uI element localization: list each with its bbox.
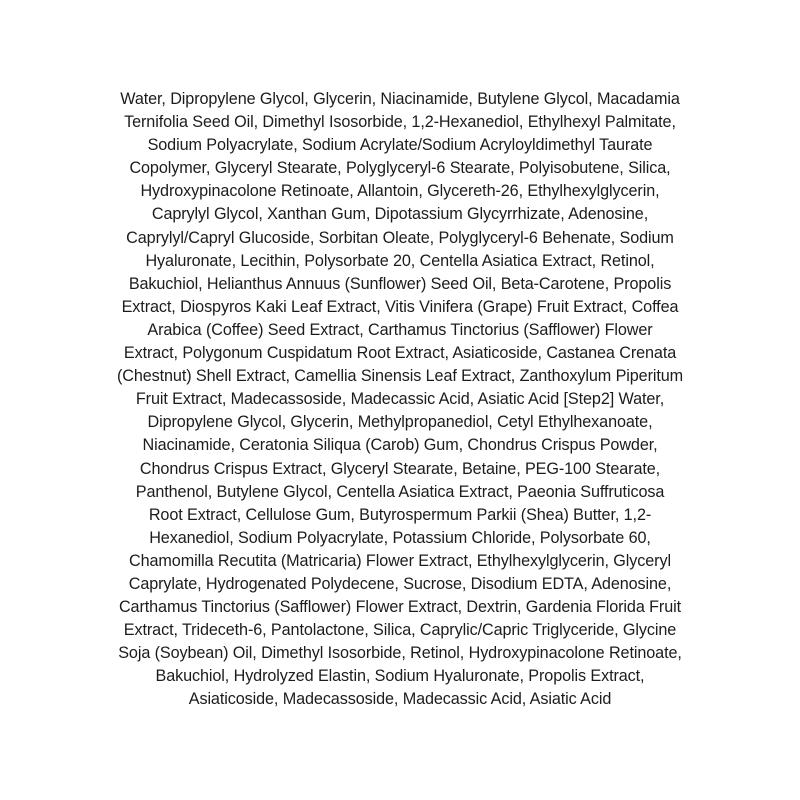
ingredient-line-6: Caprylyl Glycol, Xanthan Gum, Dipotassium Glycyrrhizate, Adenosine, <box>151 205 649 224</box>
ingredient-line-23: Carthamus Tinctorius (Safflower) Flower Extract, Dextrin, Gardenia Florida Fruit <box>118 598 682 617</box>
ingredient-line-24: Extract, Trideceth-6, Pantolactone, Silica, Caprylic/Capric Triglyceride, Glycine <box>123 621 677 640</box>
ingredient-line-12: Extract, Polygonum Cuspidatum Root Extract, Asiaticoside, Castanea Crenata <box>123 344 677 363</box>
ingredient-line-21: Chamomilla Recutita (Matricaria) Flower Extract, Ethylhexylglycerin, Glyceryl <box>129 551 671 570</box>
ingredient-line-25: Soja (Soybean) Oil, Dimethyl Isosorbide, Retinol, Hydroxypinacolone Retinoate, <box>118 644 682 663</box>
ingredients-list <box>30 88 770 712</box>
ingredient-line-15: Dipropylene Glycol, Glycerin, Methylpropanediol, Cetyl Ethylhexanoate, <box>147 413 653 432</box>
ingredient-line-14: Fruit Extract, Madecassoside, Madecassic Acid, Asiatic Acid [Step2] Water, <box>135 390 665 409</box>
ingredient-line-4: Copolymer, Glyceryl Stearate, Polyglyceryl-6 Stearate, Polyisobutene, Silica, <box>129 159 671 178</box>
ingredient-line-19: Root Extract, Cellulose Gum, Butyrospermum Parkii (Shea) Butter, 1,2- <box>148 505 652 524</box>
ingredient-line-17: Chondrus Crispus Extract, Glyceryl Stearate, Betaine, PEG-100 Stearate, <box>139 459 661 478</box>
ingredient-line-27: Asiaticoside, Madecassoside, Madecassic Acid, Asiatic Acid <box>188 690 612 709</box>
ingredient-line-18: Panthenol, Butylene Glycol, Centella Asiatica Extract, Paeonia Suffruticosa <box>135 482 665 501</box>
ingredient-line-26: Bakuchiol, Hydrolyzed Elastin, Sodium Hyaluronate, Propolis Extract, <box>155 667 645 686</box>
ingredient-line-9: Bakuchiol, Helianthus Annuus (Sunflower) Seed Oil, Beta-Carotene, Propolis <box>128 274 672 293</box>
ingredient-line-3: Sodium Polyacrylate, Sodium Acrylate/Sodium Acryloyldimethyl Taurate <box>147 136 653 155</box>
ingredient-line-7: Caprylyl/Capryl Glucoside, Sorbitan Oleate, Polyglyceryl-6 Behenate, Sodium <box>126 228 674 247</box>
ingredient-line-22: Caprylate, Hydrogenated Polydecene, Sucrose, Disodium EDTA, Adenosine, <box>128 574 672 593</box>
ingredient-line-10: Extract, Diospyros Kaki Leaf Extract, Vitis Vinifera (Grape) Fruit Extract, Coffea <box>121 297 679 316</box>
ingredient-line-13: (Chestnut) Shell Extract, Camellia Sinensis Leaf Extract, Zanthoxylum Piperitum <box>116 367 684 386</box>
ingredient-line-2: Ternifolia Seed Oil, Dimethyl Isosorbide, 1,2-Hexanediol, Ethylhexyl Palmitate, <box>124 113 676 132</box>
ingredient-line-11: Arabica (Coffee) Seed Extract, Carthamus Tinctorius (Safflower) Flower <box>147 320 653 339</box>
ingredient-line-8: Hyaluronate, Lecithin, Polysorbate 20, Centella Asiatica Extract, Retinol, <box>145 251 655 270</box>
ingredient-line-16: Niacinamide, Ceratonia Siliqua (Carob) Gum, Chondrus Crispus Powder, <box>142 436 658 455</box>
ingredient-line-5: Hydroxypinacolone Retinoate, Allantoin, Glycereth-26, Ethylhexylglycerin, <box>140 182 660 201</box>
ingredient-line-20: Hexanediol, Sodium Polyacrylate, Potassium Chloride, Polysorbate 60, <box>149 528 651 547</box>
ingredient-line-1: Water, Dipropylene Glycol, Glycerin, Niacinamide, Butylene Glycol, Macadamia <box>120 90 680 108</box>
